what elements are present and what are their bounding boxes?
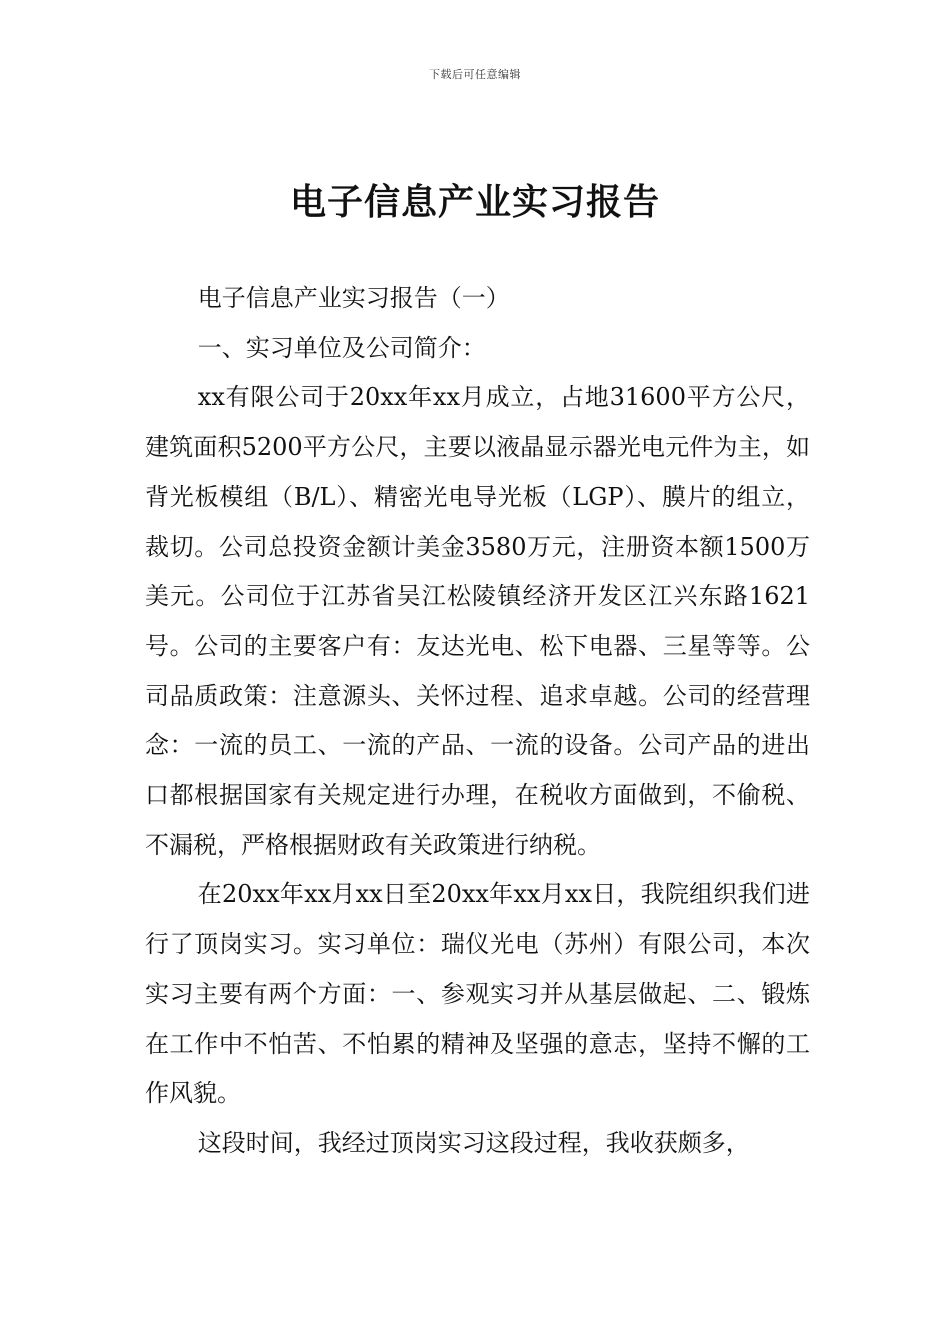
header-note: 下载后可任意编辑 bbox=[429, 68, 521, 81]
paragraph-reflection: 这段时间，我经过顶岗实习这段过程，我收获颇多， bbox=[197, 1128, 750, 1157]
document-title: 电子信息产业实习报告 bbox=[289, 182, 660, 223]
document-body bbox=[145, 274, 810, 1169]
report-subtitle: 电子信息产业实习报告（一） bbox=[197, 284, 510, 312]
section-heading: 一、实习单位及公司简介： bbox=[197, 333, 486, 362]
paragraph-company-intro: xx有限公司于20xx年xx月成立，占地31600平方公尺，建筑面积5200平方公尺，主要以液晶显示器光电元件为主，如背光板模组（B/L）、精密光电导光板（LGP）、膜片的组立，裁切。公司总投资金额计美金3580万元，注册资本额1500万美元。公司位于江苏省吴江松陵镇经济开发区江兴东路1621号。公司的主要客户有：友达光电、松下电器、三星等等。公司品质政策：注意源头、关怀过程、追求卓越。公司的经营理念：一流的员工、一流的产品、一流的设备。公司产品的进出口都根据国家有关规定进行办理，在税收方面做到，不偷税、不漏税，严格根据财政有关政策进行纳税。 bbox=[145, 383, 810, 859]
paragraph-internship-overview: 在20xx年xx月xx日至20xx年xx月xx日，我院组织我们进行了顶岗实习。实习单位：瑞仪光电（苏州）有限公司，本次实习主要有两个方面：一、参观实习并从基层做起、二、锻炼在工作中不怕苦、不怕累的精神及坚强的意志，坚持不懈的工作风貌。 bbox=[145, 880, 810, 1108]
